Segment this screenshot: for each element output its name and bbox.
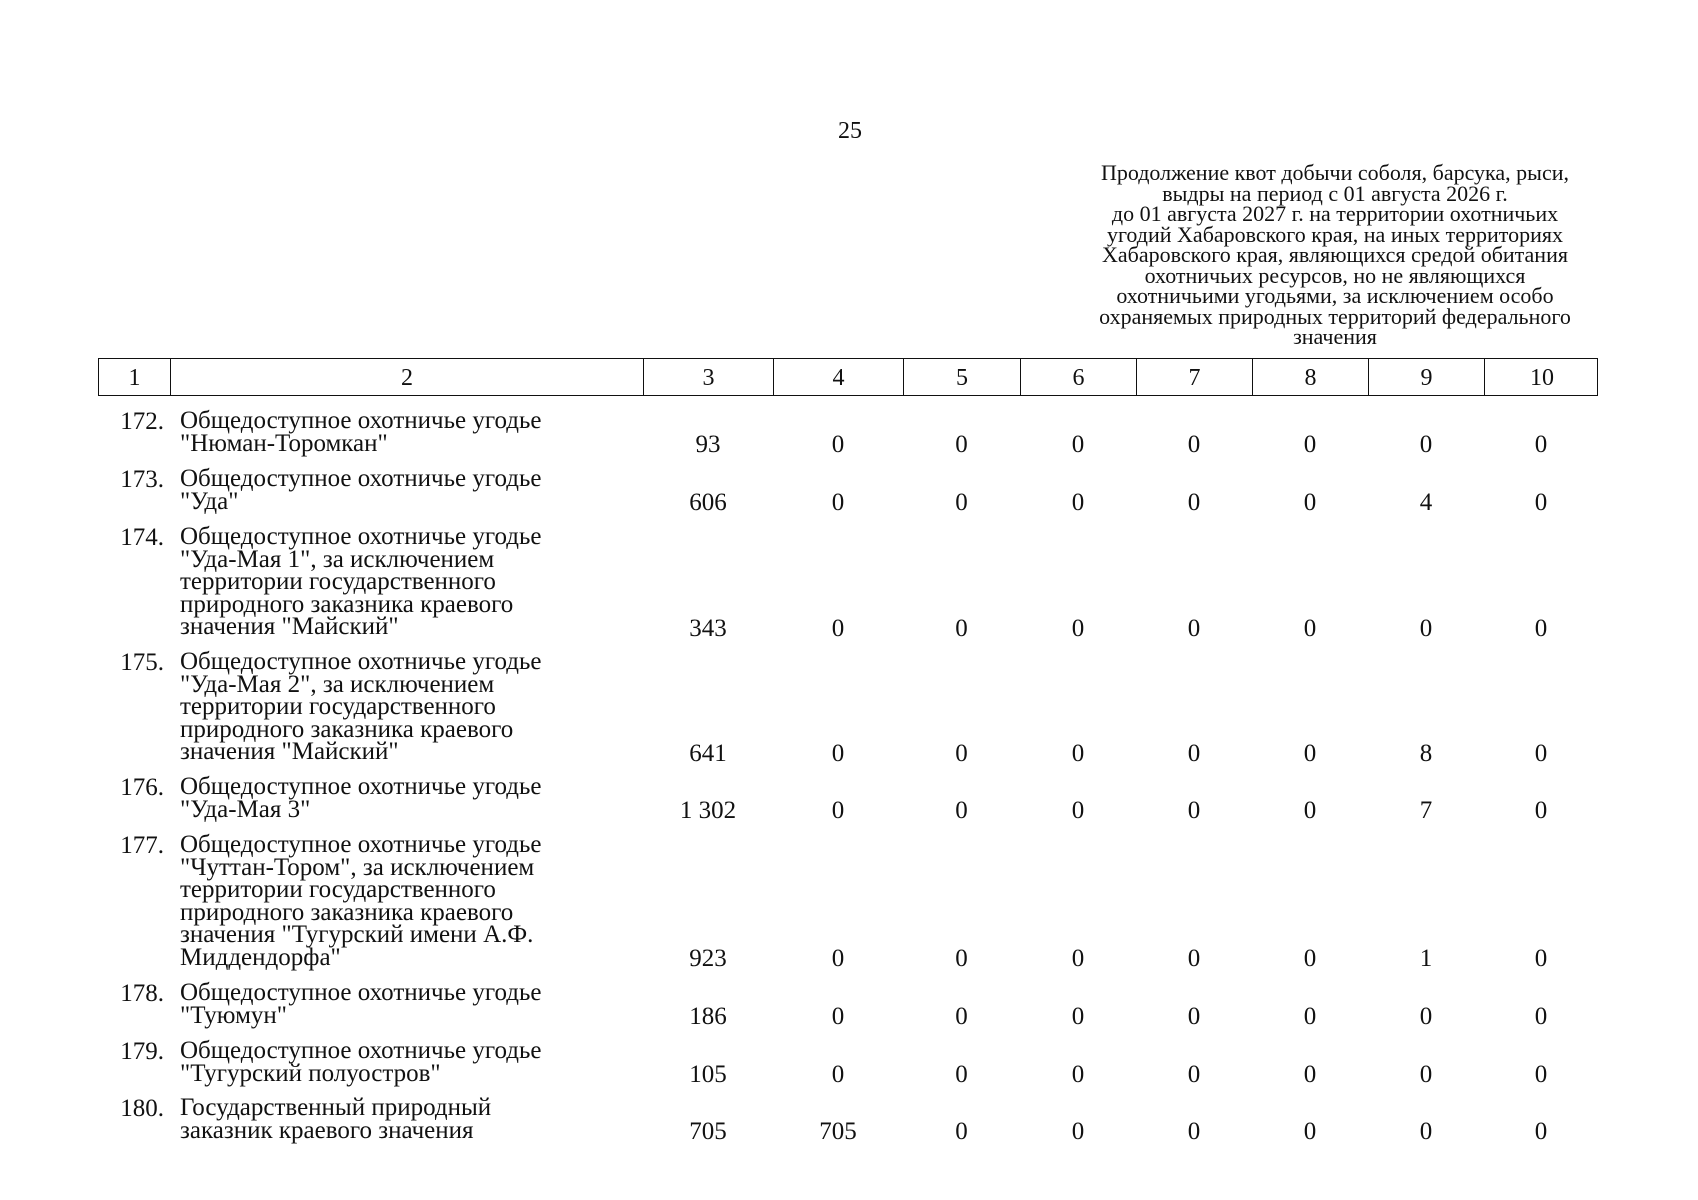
caption-line: значения: [1293, 324, 1377, 349]
row-name-line: "Уда-Мая 1", за исключением: [180, 545, 495, 573]
row-name-line: Миддендорфа": [180, 943, 341, 971]
row-name: [180, 1094, 620, 1144]
row-name-line: Общедоступное охотничье угодье: [180, 523, 542, 550]
cell-col-4: 0: [831, 739, 845, 767]
row-number: 173.: [120, 466, 164, 493]
row-name-line: Общедоступное охотничье угодье: [180, 407, 542, 434]
row-name-line: "Уда-Мая 3": [180, 795, 311, 823]
cell-col-10: 0: [1534, 489, 1548, 516]
cell-col-3: 923: [689, 945, 727, 972]
column-header-4: 4: [774, 359, 904, 395]
cell-col-5: 0: [955, 797, 968, 824]
row-number: 177.: [120, 832, 164, 859]
row-number: 172.: [120, 408, 164, 435]
cell-col-5: 0: [955, 1118, 968, 1145]
row-name-line: "Тугурский полуостров": [180, 1059, 441, 1087]
row-number: 179.: [120, 1038, 164, 1065]
cell-col-3: 343: [689, 614, 727, 642]
cell-col-5: 0: [955, 945, 968, 972]
cell-col-9: 0: [1419, 614, 1433, 642]
cell-col-5: 0: [955, 614, 968, 642]
cell-col-6: 0: [1071, 614, 1085, 642]
row-name-line: значения "Тугурский имени А.Ф.: [180, 921, 534, 948]
column-header-7: 7: [1137, 359, 1253, 395]
row-name-line: "Уда-Мая 2", за исключением: [180, 670, 495, 698]
cell-col-8: 0: [1303, 1003, 1317, 1030]
row-name-line: Общедоступное охотничье угодье: [180, 465, 542, 492]
row-name-line: Общедоступное охотничье угодье: [180, 648, 542, 675]
cell-col-10: 0: [1534, 1061, 1548, 1088]
cell-col-5: 0: [955, 1003, 968, 1030]
caption-line: охраняемых природных территорий федерального: [1099, 303, 1571, 329]
row-name: [180, 1037, 620, 1087]
cell-col-10: 0: [1534, 797, 1548, 824]
caption-line: охотничьими угодьями, за исключением особо: [1116, 283, 1554, 308]
cell-col-8: 0: [1303, 797, 1317, 824]
cell-col-6: 0: [1071, 1003, 1085, 1030]
row-name: [180, 979, 620, 1029]
row-name: [180, 407, 620, 457]
row-name-line: территории государственного: [180, 568, 496, 595]
row-number: 180.: [120, 1095, 164, 1122]
cell-col-5: 0: [955, 489, 968, 516]
row-name-line: Общедоступное охотничье угодье: [180, 979, 542, 1006]
column-header-3: 3: [644, 359, 774, 395]
cell-col-4: 0: [831, 489, 845, 516]
cell-col-4: 705: [819, 1118, 857, 1145]
cell-col-3: 641: [689, 739, 727, 767]
cell-col-7: 0: [1187, 1118, 1201, 1145]
row-name-line: территории государственного: [180, 693, 496, 720]
cell-col-3: 1 302: [679, 797, 737, 824]
cell-col-10: 0: [1534, 739, 1548, 767]
row-name-line: Общедоступное охотничье угодье: [180, 1037, 542, 1064]
caption-line: выдры на период с 01 августа 2026 г.: [1162, 180, 1508, 206]
cell-col-9: 1: [1419, 945, 1433, 972]
caption-line: Хабаровского края, являющихся средой обитания: [1102, 242, 1568, 267]
cell-col-5: 0: [955, 739, 968, 767]
row-name: [180, 465, 620, 515]
cell-col-6: 0: [1071, 739, 1085, 767]
cell-col-9: 7: [1419, 797, 1433, 824]
cell-col-4: 0: [831, 797, 845, 824]
cell-col-8: 0: [1303, 945, 1317, 972]
cell-col-6: 0: [1071, 797, 1085, 824]
page-number: 25: [838, 118, 862, 144]
row-name-line: заказник краевого значения: [180, 1116, 474, 1144]
cell-col-7: 0: [1187, 797, 1201, 824]
cell-col-4: 0: [831, 945, 845, 972]
cell-col-5: 0: [955, 431, 968, 458]
row-number: 175.: [120, 649, 164, 676]
cell-col-3: 105: [689, 1061, 727, 1088]
cell-col-8: 0: [1303, 489, 1317, 516]
cell-col-10: 0: [1534, 1003, 1548, 1030]
table-header-row: [98, 358, 1598, 396]
cell-col-6: 0: [1071, 489, 1085, 516]
cell-col-3: 93: [695, 431, 721, 458]
cell-col-6: 0: [1071, 431, 1085, 458]
row-number: 174.: [120, 524, 164, 551]
row-name: [180, 831, 620, 971]
row-name-line: "Туюмун": [180, 1001, 287, 1029]
cell-col-8: 0: [1303, 1118, 1317, 1145]
row-name-line: значения "Майский": [180, 738, 399, 765]
column-header-1: 1: [99, 359, 171, 395]
cell-col-6: 0: [1071, 1061, 1085, 1088]
caption-line: охотничьих ресурсов, но не являющихся: [1144, 262, 1526, 288]
cell-col-3: 186: [689, 1003, 727, 1030]
cell-col-7: 0: [1187, 1061, 1201, 1088]
row-name-line: "Чуттан-Тором", за исключением: [180, 853, 535, 881]
cell-col-7: 0: [1187, 945, 1201, 972]
cell-col-7: 0: [1187, 739, 1201, 767]
cell-col-3: 606: [689, 489, 727, 516]
cell-col-7: 0: [1187, 1003, 1201, 1030]
cell-col-6: 0: [1071, 945, 1085, 972]
cell-col-9: 8: [1419, 739, 1433, 767]
column-header-9: 9: [1369, 359, 1485, 395]
row-name-line: Государственный природный: [180, 1094, 492, 1121]
row-name: [180, 523, 620, 640]
cell-col-9: 4: [1419, 489, 1433, 516]
caption-line: угодий Хабаровского края, на иных территориях: [1106, 221, 1564, 247]
row-name-line: природного заказника краевого: [180, 715, 514, 743]
row-name-line: природного заказника краевого: [180, 898, 514, 926]
cell-col-7: 0: [1187, 489, 1201, 516]
row-name-line: территории государственного: [180, 876, 496, 903]
row-name: [180, 773, 620, 823]
row-name-line: "Уда": [180, 487, 239, 515]
row-name-line: Общедоступное охотничье угодье: [180, 773, 542, 800]
cell-col-10: 0: [1534, 614, 1548, 642]
cell-col-9: 0: [1419, 1118, 1433, 1145]
table-caption: [1060, 160, 1610, 349]
cell-col-7: 0: [1187, 431, 1201, 458]
cell-col-4: 0: [831, 1061, 845, 1088]
cell-col-8: 0: [1303, 431, 1317, 458]
row-name-line: "Нюман-Торомкан": [180, 429, 388, 457]
row-name-line: Общедоступное охотничье угодье: [180, 831, 542, 858]
cell-col-9: 0: [1419, 1061, 1433, 1088]
row-number: 178.: [120, 980, 164, 1007]
cell-col-8: 0: [1303, 739, 1317, 767]
column-header-8: 8: [1253, 359, 1369, 395]
cell-col-10: 0: [1534, 945, 1548, 972]
cell-col-3: 705: [689, 1118, 727, 1145]
cell-col-9: 0: [1419, 431, 1433, 458]
cell-col-4: 0: [831, 431, 845, 458]
cell-col-10: 0: [1534, 431, 1548, 458]
cell-col-9: 0: [1419, 1003, 1433, 1030]
cell-col-4: 0: [831, 614, 845, 642]
caption-line: до 01 августа 2027 г. на территории охотничьих: [1111, 201, 1559, 226]
row-number: 176.: [120, 774, 164, 801]
row-name: [180, 648, 620, 765]
column-header-2: 2: [171, 359, 644, 395]
cell-col-4: 0: [831, 1003, 845, 1030]
cell-col-5: 0: [955, 1061, 968, 1088]
row-name-line: значения "Майский": [180, 613, 399, 640]
cell-col-6: 0: [1071, 1118, 1085, 1145]
cell-col-8: 0: [1303, 614, 1317, 642]
caption-line: Продолжение квот добычи соболя, барсука, рыси,: [1100, 160, 1569, 185]
column-header-5: 5: [904, 359, 1021, 395]
cell-col-10: 0: [1534, 1118, 1548, 1145]
row-name-line: природного заказника краевого: [180, 590, 514, 618]
cell-col-7: 0: [1187, 614, 1201, 642]
column-header-6: 6: [1021, 359, 1137, 395]
cell-col-8: 0: [1303, 1061, 1317, 1088]
column-header-10: 10: [1530, 365, 1554, 391]
